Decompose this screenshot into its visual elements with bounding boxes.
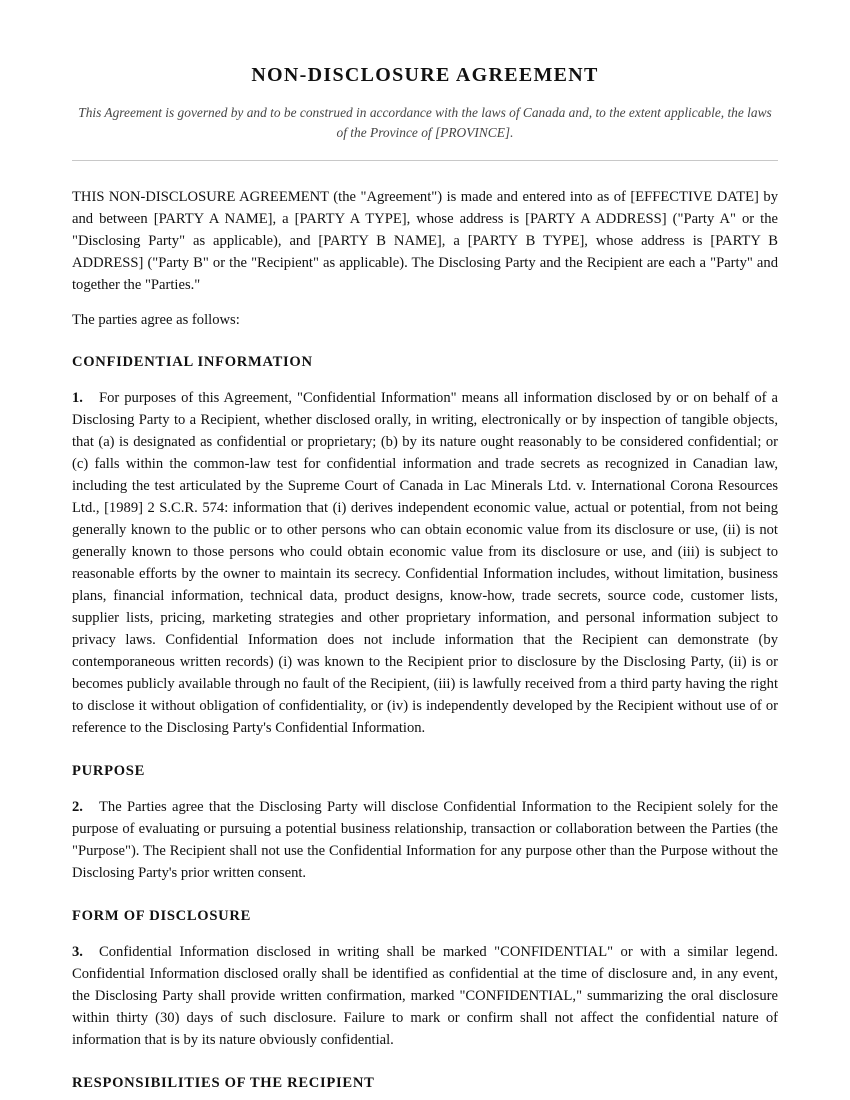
header-divider bbox=[72, 160, 778, 161]
preamble-paragraph: THIS NON-DISCLOSURE AGREEMENT (the "Agreement") is made and entered into as of [EFFECTIVE DATE] by and between [PARTY A NAME], a [PARTY A TYPE], whose address is [PARTY A ADDRESS] ("Party A" or the "Disclosing Party" as applicable), and [PARTY B NAME], a [PARTY B TYPE], whose address is [PARTY B ADDRESS] ("Party B" or the "Recipient" as applicable). The Disclosing Party and the Recipient are each a "Party" and together the "Parties." bbox=[72, 189, 778, 293]
document-page bbox=[72, 0, 778, 1094]
section-heading-form-of-disclosure: FORM OF DISCLOSURE bbox=[72, 908, 252, 924]
section-number-1: 1. bbox=[72, 390, 83, 406]
section-heading-confidential-information: CONFIDENTIAL INFORMATION bbox=[72, 354, 313, 370]
section-paragraph-3 bbox=[72, 941, 778, 1051]
section-number-2: 2. bbox=[72, 799, 83, 815]
section-heading-responsibilities: RESPONSIBILITIES OF THE RECIPIENT bbox=[72, 1075, 375, 1091]
section-heading-purpose: PURPOSE bbox=[72, 763, 146, 779]
agreement-intro: The parties agree as follows: bbox=[72, 312, 240, 328]
section-paragraph-1 bbox=[72, 387, 778, 739]
section-number-3: 3. bbox=[72, 944, 83, 960]
section-text-3: Confidential Information disclosed in writing shall be marked "CONFIDENTIAL" or with a similar legend. Confidential Information disclosed orally shall be identified as confidential at the time of disclosure and, in any event, the Disclosing Party shall provide written confirmation, marked "CONFIDENTIAL," summarizing the oral disclosure within thirty (30) days of such disclosure. Failure to mark or confirm shall not affect the confidential nature of information that is by its nature obviously confidential. bbox=[72, 944, 778, 1048]
section-paragraph-2 bbox=[72, 796, 778, 884]
governing-law-note: This Agreement is governed by and to be construed in accordance with the laws of Canada and, to the extent applicable, the laws of the Province of [PROVINCE]. bbox=[78, 105, 772, 140]
section-text-1: For purposes of this Agreement, "Confidential Information" means all information disclosed by or on behalf of a Disclosing Party to a Recipient, whether disclosed orally, in writing, electronically or by inspection of tangible objects, that (a) is designated as confidential or proprietary; (b) by its nature ought reasonably to be considered confidential; or (c) falls within the common-law test for confidential information and trade secrets as recognized in Canadian law, including the test articulated by the Supreme Court of Canada in Lac Minerals Ltd. v. International Corona Resources Ltd., [1989] 2 S.C.R. 574: information that (i) derives independent economic value, actual or potential, from not being generally known to the public or to other persons who can obtain economic value from its disclosure or use, (ii) is not generally known to those persons who could obtain economic value from its disclosure or use, and (iii) is subject to reasonable efforts by the owner to maintain its secrecy. Confidential Information includes, without limitation, business plans, financial information, technical data, product designs, know-how, trade secrets, source code, customer lists, supplier lists, pricing, marketing strategies and other proprietary information, and personal information subject to privacy laws. Confidential Information does not include information that the Recipient can demonstrate (by contemporaneous written records) (i) was known to the Recipient prior to disclosure by the Disclosing Party, (ii) is or becomes publicly available through no fault of the Recipient, (iii) is lawfully received from a third party having the right to disclose it without obligation of confidentiality, or (iv) is independently developed by the Recipient without use of or reference to the Disclosing Party's Confidential Information. bbox=[72, 390, 778, 736]
section-text-2: The Parties agree that the Disclosing Party will disclose Confidential Information to the Recipient solely for the purpose of evaluating or pursuing a potential business relationship, transaction or collaboration between the Parties (the "Purpose"). The Recipient shall not use the Confidential Information for any purpose other than the Purpose without the Disclosing Party's prior written consent. bbox=[72, 799, 778, 881]
document-title: NON-DISCLOSURE AGREEMENT bbox=[251, 64, 599, 86]
